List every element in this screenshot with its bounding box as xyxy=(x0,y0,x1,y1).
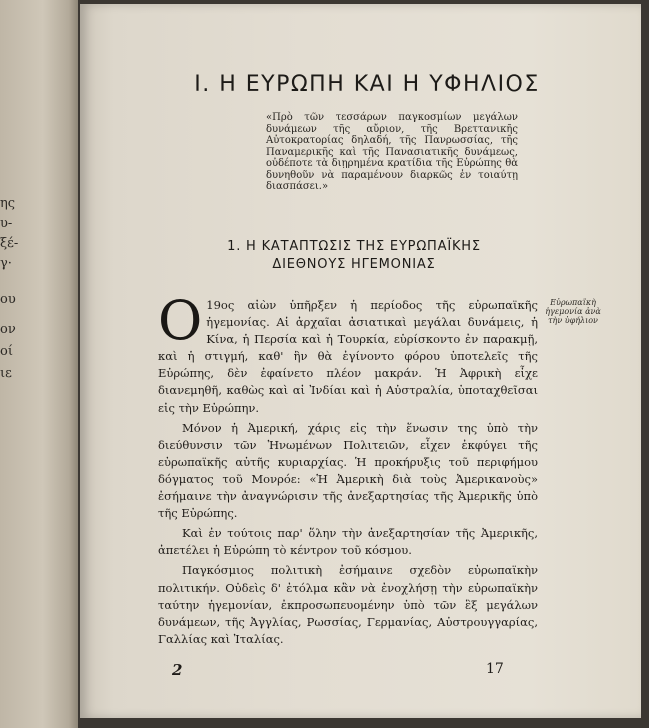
left-page xyxy=(0,0,78,728)
paragraph-3: Καὶ ἐν τούτοις παρ' ὅλην τὴν ἀνεξαρτησίαν τῆς Ἀμερικῆς, ἀπετέλει ἡ Εὐρώπη τὸ κέντρον τοῦ κόσμου. xyxy=(158,526,538,558)
section-title xyxy=(160,238,548,274)
left-page-fragment: ον xyxy=(0,322,16,337)
left-page-fragment: γ· xyxy=(0,256,12,271)
epigraph: «Πρὸ τῶν τεσσάρων παγκοσμίων μεγάλων δυνάμεων τῆς αὔριον, τῆς Βρεττανικῆς Αὐτοκρατορίας δηλαδή, τῆς Πανρωσσίας, τῆς Παναμερικῆς καὶ τῆς Πανασιατικῆς δυνάμεως, οὐδέποτε τὰ διῃρημένα κρατίδια τῆς Εὐρώπης θὰ δυνηθοῦν νὰ παραμένουν διαρκῶς ἐν τοιαύτῃ διασπάσει.» xyxy=(266,112,518,192)
margin-note: Εὐρωπαϊκὴ ἡγεμονία ἀνὰ τὴν ὑφήλιον xyxy=(545,298,601,325)
left-page-fragment: ης xyxy=(0,196,16,211)
paragraph-1 xyxy=(158,289,538,417)
drop-cap: Ο xyxy=(158,289,203,352)
page-number: 17 xyxy=(486,661,504,677)
signature-mark: 2 xyxy=(172,661,183,679)
left-page-fragment: ου xyxy=(0,292,16,307)
left-page-fragment: ιε xyxy=(0,366,12,381)
paragraph-4: Παγκόσμιος πολιτικὴ ἐσήμαινε σχεδὸν εὐρωπαϊκὴν πολιτικήν. Οὐδεὶς δ' ἐτόλμα κἂν νὰ ἐνοχλήσῃ τὴν εὐρωπαϊκὴν ταύτην ἡγεμονίαν, ἐκπροσωπευομένην ὑπὸ τῶν ἓξ μεγάλων δυνάμεων, τῆς Ἀγγλίας, Ρωσσίας, Γερμανίας, Αὐστρουγγαρίας, Γαλλίας καὶ Ἰταλίας. xyxy=(158,563,538,646)
section-title-line-2: ΔΙΕΘΝΟΥΣ ΗΓΕΜΟΝΙΑΣ xyxy=(272,257,436,272)
left-page-fragment: ξέ- xyxy=(0,236,19,251)
paragraph-1-text: 19ος αἰὼν ὑπῆρξεν ἡ περίοδος τῆς εὐρωπαϊκῆς ἡγεμονίας. Αἱ ἀρχαῖαι ἀσιατικαὶ μεγάλαι δυνάμεις, ἡ Κίνα, ἡ Περσία καὶ ἡ Τουρκία, εὑρίσκοντο ἐν παρακμῇ, καὶ ἡ στιγμή, καθ' ἣν θὰ ἐγίνοντο φόρου ὑποτελεῖς τῆς Εὐρώπης, δὲν ἐφαίνετο πλέον μακράν. Ἡ Ἀφρικὴ εἶχε διανεμηθῆ, καθὼς καὶ αἱ Ἰνδίαι καὶ ἡ Αὐστραλία, ὑποταχθεῖσαι εἰς τὴν Εὐρώπην. xyxy=(158,298,538,415)
left-page-fragment: υ- xyxy=(0,216,13,231)
chapter-title: Ι. Η ΕΥΡΩΠΗ ΚΑΙ Η ΥΦΗΛΙΟΣ xyxy=(194,72,540,97)
left-page-fragment: οί xyxy=(0,344,13,359)
section-title-line-1: 1. Η ΚΑΤΑΠΤΩΣΙΣ ΤΗΣ ΕΥΡΩΠΑΪΚΗΣ xyxy=(227,239,481,254)
body-text xyxy=(158,289,538,651)
paragraph-2: Μόνον ἡ Ἀμερική, χάρις εἰς τὴν ἕνωσιν της ὑπὸ τὴν διεύθυνσιν τῶν Ἡνωμένων Πολιτειῶν, εἶχεν ἐκφύγει τῆς εὐρωπαϊκῆς αὐτῆς κυριαρχίας. Ἡ προκήρυξις τοῦ περιφήμου δόγματος τοῦ Μονρόε: «Ἡ Ἀμερικὴ διὰ τοὺς Ἀμερικανοὺς» ἐσήμαινε τὴν ἀναγνώρισιν τῆς ἀνεξαρτησίας τῆς Ἀμερικῆς ὑπὸ τῆς Εὐρώπης. xyxy=(158,420,538,521)
book-page xyxy=(80,4,641,718)
